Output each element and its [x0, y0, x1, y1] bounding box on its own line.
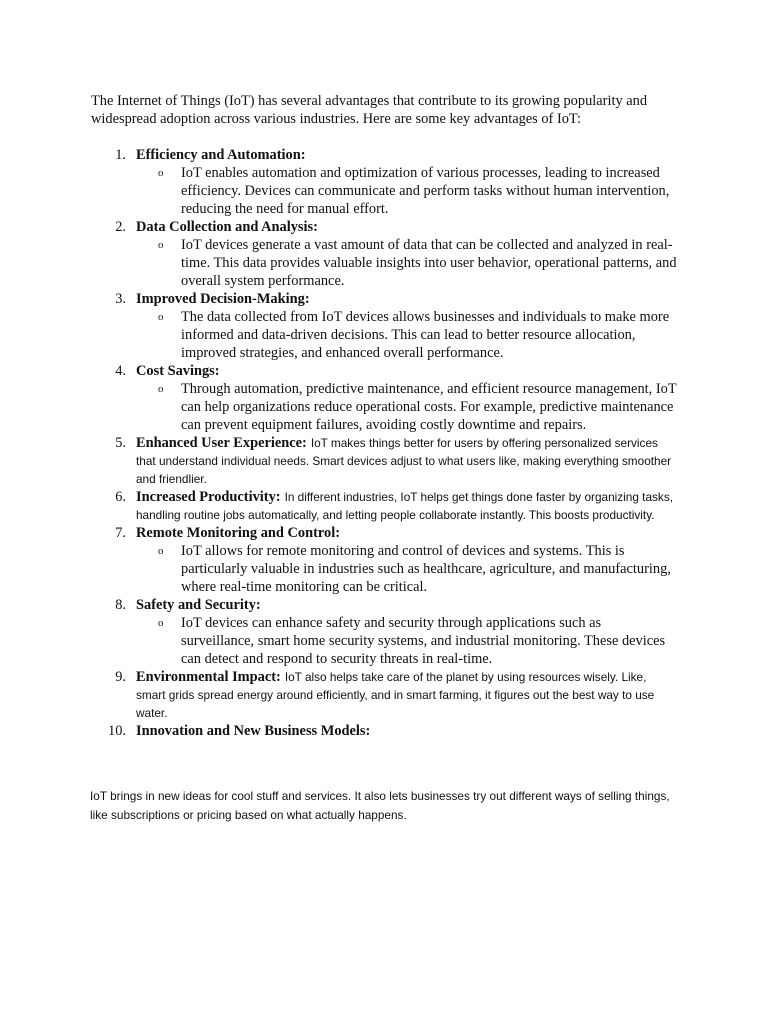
sub-item	[136, 308, 677, 362]
item-heading: Data Collection and Analysis:	[136, 219, 318, 235]
item-number: 4.	[115, 363, 126, 379]
item-heading: Enhanced User Experience:	[136, 435, 307, 451]
list-item	[0, 218, 684, 290]
item-number: 2.	[115, 219, 126, 235]
item-number: 8.	[115, 597, 126, 613]
item-number: 5.	[115, 435, 126, 451]
item-heading: Efficiency and Automation:	[136, 147, 306, 163]
list-item	[0, 146, 684, 218]
item-inline-text: IoT also helps take care of the planet by using resources wisely. Like, smart grids spread energy around efficiently, and in smart farming, it figures out the best way to use water.	[136, 670, 655, 720]
advantages-list	[0, 146, 768, 740]
item-heading: Remote Monitoring and Control:	[136, 525, 340, 541]
list-item	[0, 290, 684, 362]
item-number: 9.	[115, 669, 126, 685]
circle-bullet-icon: o	[158, 617, 164, 629]
circle-bullet-icon: o	[158, 167, 164, 179]
item-heading: Safety and Security:	[136, 597, 261, 613]
list-item	[0, 722, 684, 740]
item-number: 3.	[115, 291, 126, 307]
list-item	[0, 488, 684, 524]
sub-item-text: IoT devices can enhance safety and security through applications such as surveillance, smart home security systems, and industrial monitoring. These devices can detect and respond to security threats in real-time.	[181, 615, 666, 667]
item-number: 7.	[115, 525, 126, 541]
item-heading: Improved Decision-Making:	[136, 291, 310, 307]
circle-bullet-icon: o	[158, 383, 164, 395]
closing-paragraph: IoT brings in new ideas for cool stuff and services. It also lets businesses try out different ways of selling things, like subscriptions or pricing based on what actually happens.	[90, 789, 670, 822]
sub-item-text: Through automation, predictive maintenance, and efficient resource management, IoT can help organizations reduce operational costs. For example, predictive maintenance can prevent equipment failures, avoiding costly downtime and repairs.	[181, 381, 677, 433]
sub-item-text: IoT enables automation and optimization of various processes, leading to increased efficiency. Devices can communicate and perform tasks without human intervention, reducing the need for manual effort.	[181, 165, 670, 217]
list-item	[0, 434, 684, 488]
item-number: 10.	[108, 723, 126, 739]
circle-bullet-icon: o	[158, 239, 164, 251]
sub-item-text: IoT allows for remote monitoring and control of devices and systems. This is particularly valuable in industries such as healthcare, agriculture, and manufacturing, where real-time monitoring can be critical.	[181, 543, 671, 595]
item-inline-text: IoT makes things better for users by offering personalized services that understand individual needs. Smart devices adjust to what users like, making everything smoother and friendlier.	[136, 436, 672, 486]
sub-item	[136, 380, 677, 434]
item-inline-text: In different industries, IoT helps get things done faster by organizing tasks, handling routine jobs automatically, and letting people collaborate instantly. This boosts productivity.	[136, 490, 673, 522]
intro-paragraph: The Internet of Things (IoT) has several advantages that contribute to its growing popularity and widespread adoption across various industries. Here are some key advantages of IoT:	[91, 93, 648, 127]
circle-bullet-icon: o	[158, 311, 164, 323]
sub-item	[136, 236, 677, 290]
list-item	[0, 362, 684, 434]
circle-bullet-icon: o	[158, 545, 164, 557]
sub-item-text: IoT devices generate a vast amount of data that can be collected and analyzed in real-time. This data provides valuable insights into user behavior, operational patterns, and overall system performance.	[181, 237, 677, 289]
sub-item	[136, 614, 677, 668]
item-number: 1.	[115, 147, 126, 163]
sub-item	[136, 542, 677, 596]
sub-item	[136, 164, 677, 218]
item-heading: Innovation and New Business Models:	[136, 723, 371, 739]
item-number: 6.	[115, 489, 126, 505]
list-item	[0, 596, 684, 668]
list-item	[0, 668, 684, 722]
item-heading: Increased Productivity:	[136, 489, 281, 505]
item-heading: Environmental Impact:	[136, 669, 281, 685]
list-item	[0, 524, 684, 596]
sub-item-text: The data collected from IoT devices allows businesses and individuals to make more informed and data-driven decisions. This can lead to better resource allocation, improved strategies, and enhanced overall performance.	[181, 309, 670, 361]
item-heading: Cost Savings:	[136, 363, 220, 379]
